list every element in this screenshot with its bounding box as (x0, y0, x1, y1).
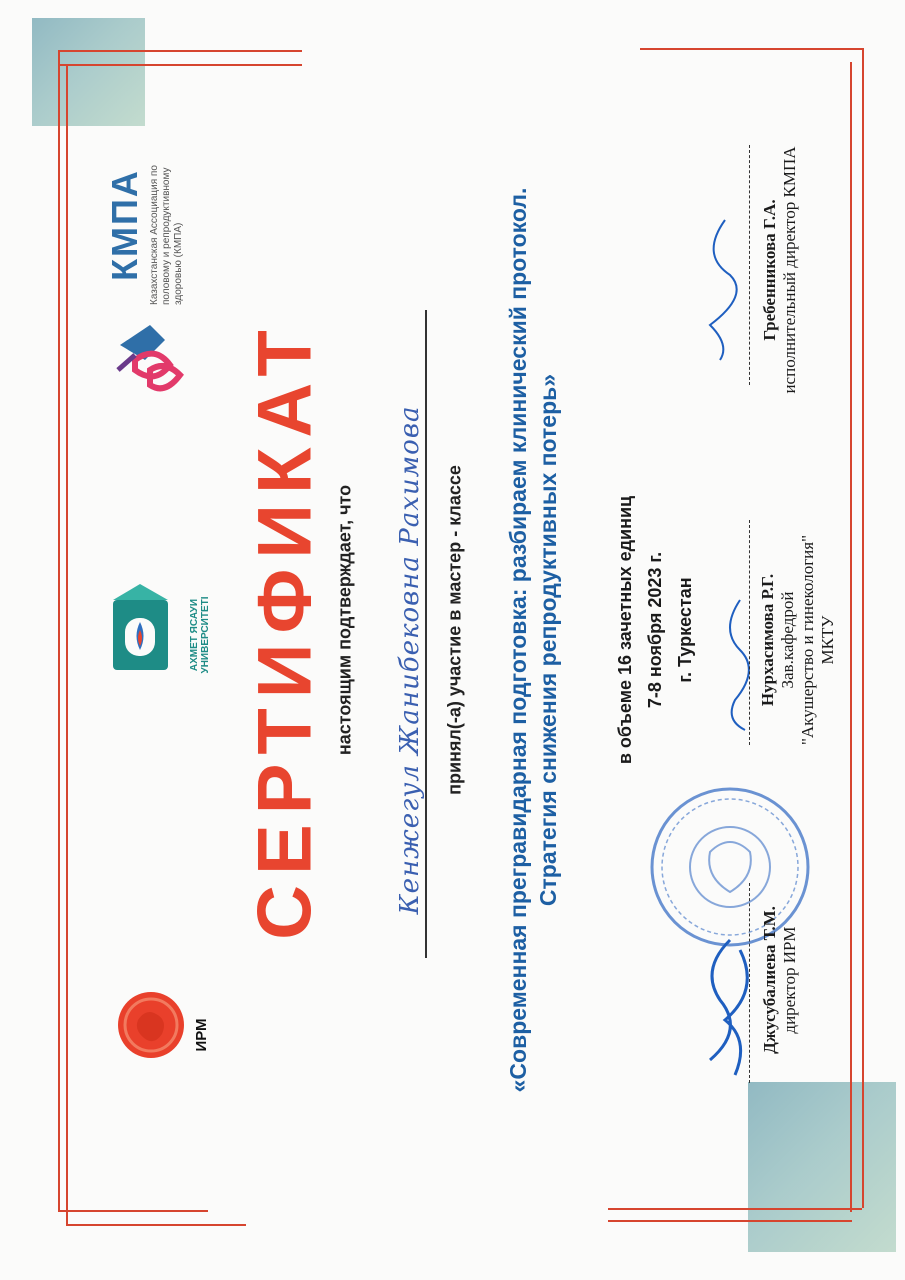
signatory-1-role: директор ИРМ (780, 926, 799, 1034)
decor-square-bottom (748, 1082, 896, 1252)
frame-line (58, 64, 302, 66)
info-box (605, 460, 705, 800)
dates-text: 7-8 ноября 2023 г. (645, 551, 665, 709)
participation-text: принял(-а) участие в мастер - классе (444, 465, 465, 795)
signatory-1-name: Джусубалиева Т.М. (760, 906, 779, 1054)
decor-square-top (32, 18, 145, 126)
frame-line (862, 48, 864, 1208)
university-logo (105, 575, 220, 695)
signature-line (749, 883, 750, 1083)
credits-text: в объеме 16 зачетных единиц (615, 495, 635, 765)
kmpa-logo-label: КМПА (104, 169, 145, 281)
recipient-underline (425, 310, 427, 958)
signatory-3 (755, 110, 805, 430)
kmpa-logo-icon (110, 315, 190, 405)
signatory-1 (755, 880, 805, 1080)
signatory-2-org: МКТУ (817, 615, 837, 665)
recipient-box (385, 360, 435, 960)
recipient-signature: Кенжегул Жанибековна Рахимова (395, 405, 425, 915)
signatory-3-role: исполнительный директор КМПА (780, 146, 799, 394)
university-logo-label: АХМЕТ ЯСАУИ УНИВЕРСИТЕТІ (189, 596, 211, 674)
subtitle-box (330, 450, 360, 790)
signatory-3-name: Гребенникова Г.А. (760, 199, 779, 341)
frame-line (58, 50, 302, 52)
info-lines (610, 496, 700, 764)
university-logo-icon (105, 580, 185, 690)
irm-logo (108, 975, 210, 1075)
signature-line (749, 520, 750, 745)
course-title-line2: Стратегия снижения репродуктивных потерь» (534, 373, 561, 907)
kmpa-logo (105, 130, 205, 410)
kmpa-logo-desc: Казахстанская Ассоциация по половому и репродуктивному здоровью (КМПА) (149, 165, 184, 305)
participation-box (440, 440, 470, 820)
course-title-line1: «Современная прегравидарная подготовка: разбираем клинический протокол. (504, 187, 531, 1093)
city-text: г. Туркестан (675, 577, 695, 683)
frame-line (58, 50, 60, 1210)
frame-line (608, 1208, 862, 1210)
frame-line (640, 48, 862, 50)
course-title (503, 188, 563, 1093)
frame-line (66, 64, 68, 1224)
signatory-2-role: Зав.кафедрой (777, 591, 797, 689)
irm-logo-icon (116, 990, 186, 1060)
title-box (230, 320, 340, 940)
frame-line (66, 1224, 246, 1226)
course-box (495, 120, 570, 1160)
frame-line (850, 62, 852, 1212)
frame-line (608, 1220, 852, 1222)
irm-logo-label: ИРМ (192, 1018, 210, 1052)
signature-line (749, 145, 750, 385)
certificate-title: СЕРТИФИКАТ (242, 320, 328, 940)
subtitle: настоящим подтверждает, что (334, 484, 355, 756)
signatory-2 (755, 520, 840, 760)
frame-line (58, 1210, 208, 1212)
signatory-2-dept: "Акушерство и гинекология" (797, 534, 817, 746)
signatory-2-name: Нурхасимова Р.Г. (757, 573, 777, 707)
